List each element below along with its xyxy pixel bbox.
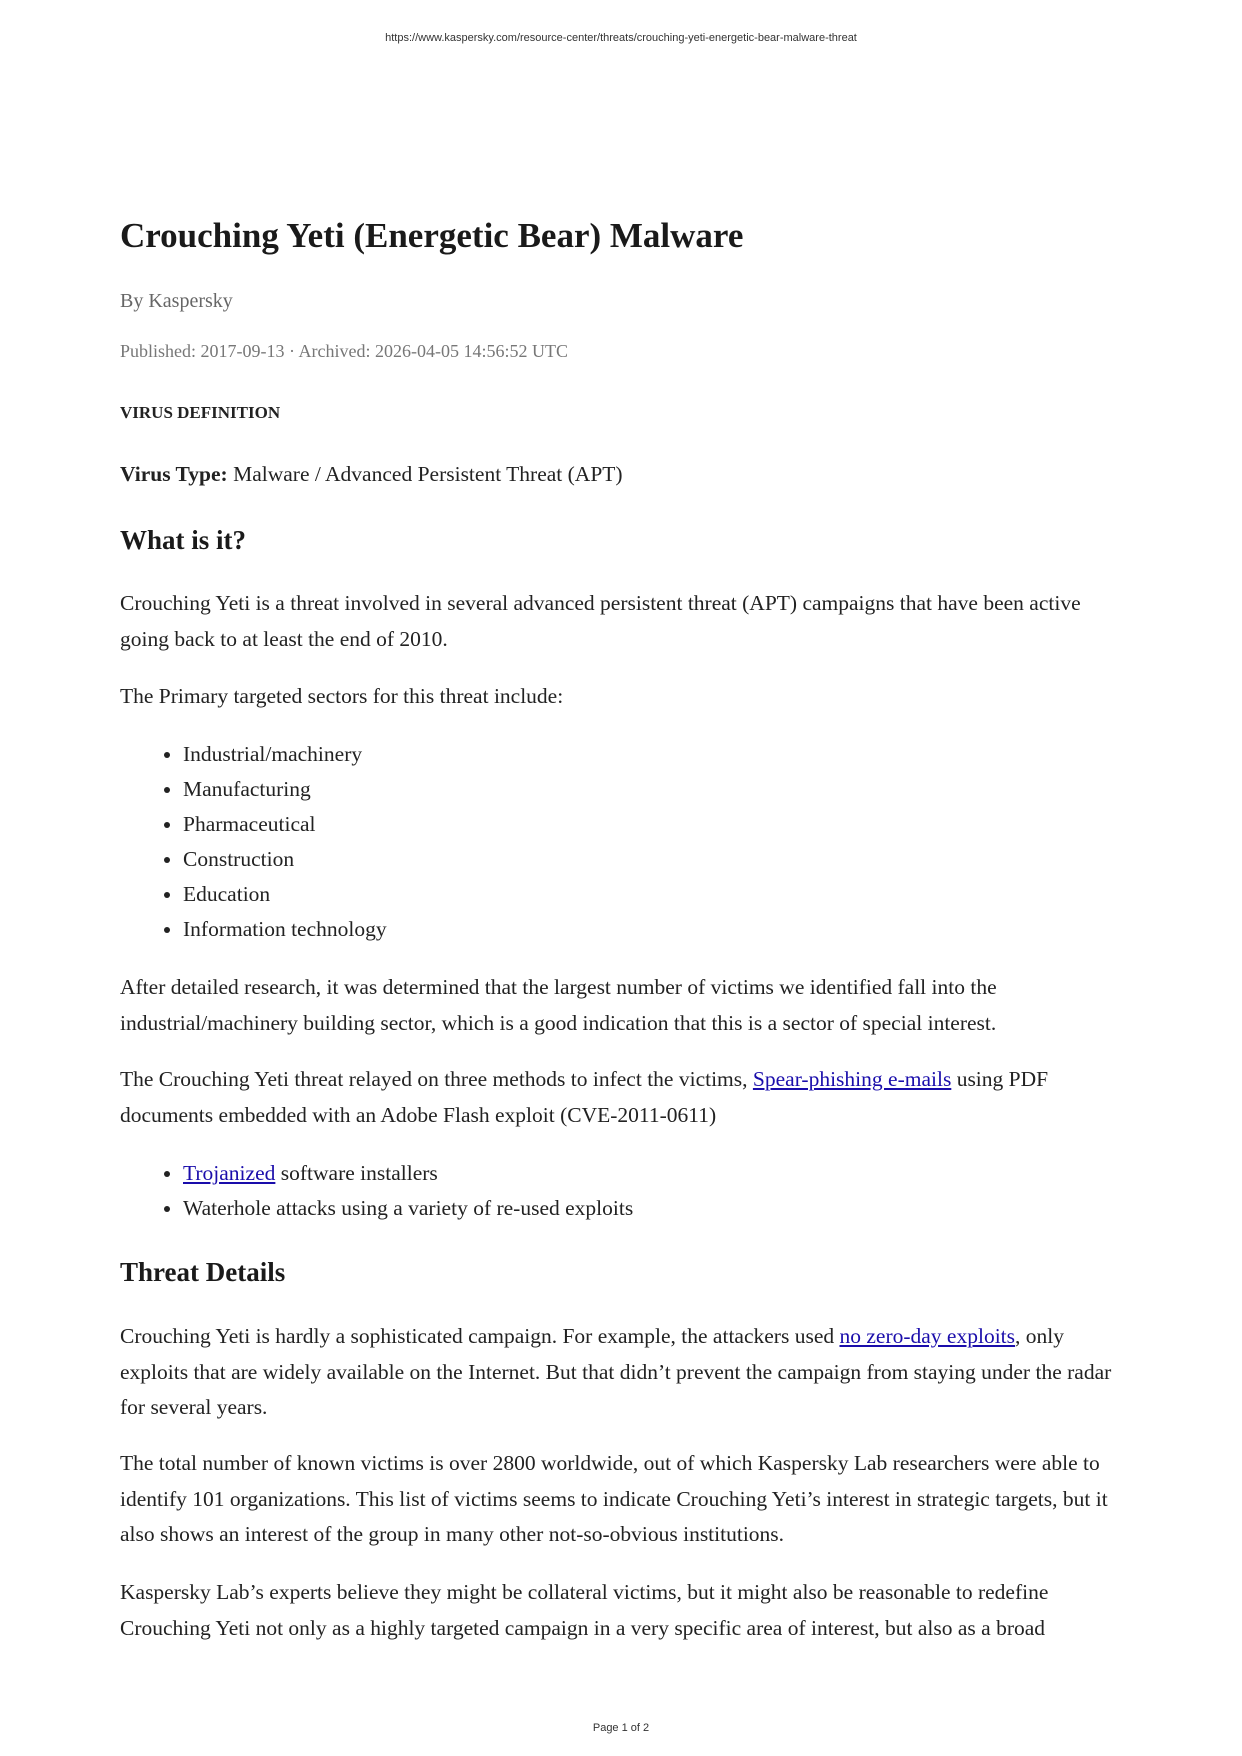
paragraph: Kaspersky Lab’s experts believe they might be collateral victims, but it might also be reasonable to redefine Crouching Yeti not only as a highly targeted campaign in a very specific area of interest, but also as a broad <box>120 1580 1049 1640</box>
text: The Crouching Yeti threat relayed on three methods to infect the victims, <box>120 1067 753 1091</box>
page-title: Crouching Yeti (Energetic Bear) Malware <box>120 216 744 255</box>
virus-type <box>120 457 1130 493</box>
text: software installers <box>275 1161 438 1185</box>
paragraph: The total number of known victims is over 2800 worldwide, out of which Kaspersky Lab researchers were able to identify 101 organizations. This list of victims seems to indicate Crouching Yeti’s interest in strategic targets, but it also shows an interest of the group in many other not-so-obvious institutions. <box>120 1451 1108 1546</box>
virus-type-label: Virus Type: <box>120 462 228 486</box>
list-item: • Pharmaceutical <box>183 807 1193 842</box>
page-number: Page 1 of 2 <box>592 1722 650 1734</box>
paragraph <box>120 1062 1130 1133</box>
sector-list <box>120 737 1193 947</box>
list-item: • Manufacturing <box>183 772 1193 807</box>
zero-day-link[interactable]: no zero-day exploits <box>839 1324 1016 1348</box>
text: , only exploits that are widely available on the Internet. But that didn’t prevent the campaign from staying under the radar for several years. <box>120 1324 1112 1419</box>
heading-threat-details: Threat Details <box>120 1257 286 1287</box>
list-item: • Education <box>183 877 1193 912</box>
list-item: • Industrial/machinery <box>183 737 1193 772</box>
section-label: VIRUS DEFINITION <box>120 403 281 422</box>
paragraph: After detailed research, it was determined that the largest number of victims we identified fall into the industrial/machinery building sector, which is a good indication that this is a sector of special interest. <box>120 975 997 1035</box>
publish-info: Published: 2017-09-13 · Archived: 2026-04-05 14:56:52 UTC <box>120 341 568 361</box>
list-item: • Construction <box>183 842 1193 877</box>
heading-what-is-it: What is it? <box>120 525 247 555</box>
page-url: https://www.kaspersky.com/resource-center/threats/crouching-yeti-energetic-bear-malware-threat <box>385 32 857 44</box>
paragraph: Crouching Yeti is a threat involved in several advanced persistent threat (APT) campaigns that have been active going back to at least the end of 2010. <box>120 591 1081 651</box>
text: using PDF documents embedded with an Adobe Flash exploit (CVE-2011-0611) <box>120 1067 1049 1127</box>
trojanized-link[interactable]: Trojanized <box>183 1161 276 1185</box>
method-list <box>120 1156 1193 1226</box>
list-item: • Information technology <box>183 912 1193 947</box>
spear-phishing-link[interactable]: Spear-phishing e-mails <box>752 1067 952 1091</box>
list-item <box>183 1156 1193 1191</box>
list-item: • Waterhole attacks using a variety of re-used exploits <box>183 1191 1193 1226</box>
paragraph: The Primary targeted sectors for this threat include: <box>120 684 564 708</box>
paragraph <box>120 1319 1130 1426</box>
text: Crouching Yeti is hardly a sophisticated campaign. For example, the attackers used <box>120 1324 840 1348</box>
virus-type-value: Malware / Advanced Persistent Threat (APT) <box>227 462 623 486</box>
byline: By Kaspersky <box>120 290 233 312</box>
